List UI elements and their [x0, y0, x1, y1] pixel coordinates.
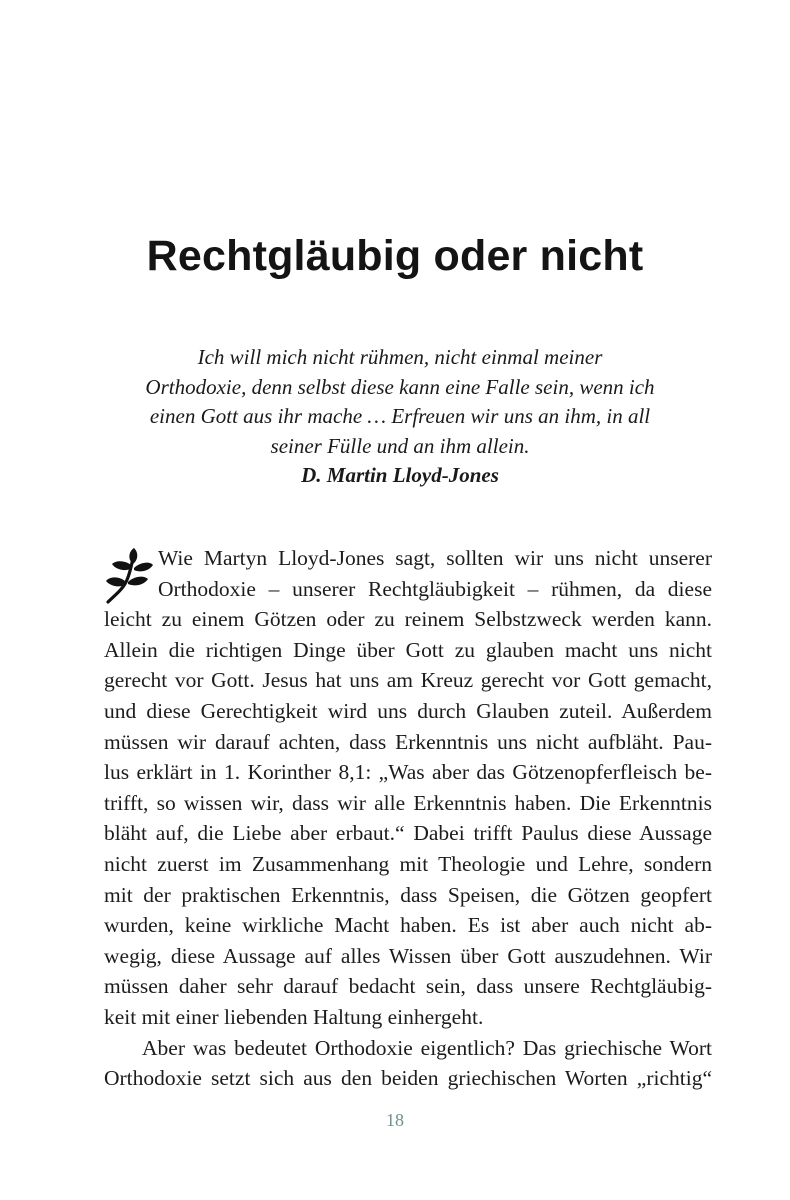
- text-line: lus erklärt in 1. Korinther 8,1: „Was aber das Götzenopferfleisch be-: [104, 760, 712, 785]
- paragraph-1: [104, 543, 712, 1033]
- text-line: gerecht vor Gott. Jesus hat uns am Kreuz gerecht vor Gott gemacht,: [104, 668, 712, 693]
- text-line: nicht zuerst im Zusammenhang mit Theologie und Lehre, sondern: [104, 851, 712, 876]
- text-line: Orthodoxie setzt sich aus den beiden griechischen Worten „richtig“: [104, 1066, 712, 1091]
- text-line: leicht zu einem Götzen oder zu reinem Selbstzweck werden kann.: [104, 607, 712, 632]
- text-line: mit der praktischen Erkenntnis, dass Speisen, die Götzen geopfert: [104, 882, 712, 907]
- epigraph-quote: [120, 343, 680, 491]
- chapter-title: Rechtgläubig oder nicht: [146, 232, 644, 280]
- text-line: trifft, so wissen wir, dass wir alle Erkenntnis haben. Die Erkenntnis: [104, 790, 712, 815]
- epigraph-line: seiner Fülle und an ihm allein.: [270, 433, 530, 458]
- text-line: wegig, diese Aussage auf alles Wissen über Gott auszudehnen. Wir: [104, 943, 712, 968]
- text-line: bläht auf, die Liebe aber erbaut.“ Dabei trifft Paulus diese Aussage: [104, 821, 712, 846]
- epigraph-line: einen Gott aus ihr mache … Erfreuen wir uns an ihm, in all: [149, 404, 651, 428]
- text-line: wurden, keine wirkliche Macht haben. Es ist aber auch nicht ab-: [104, 913, 712, 938]
- epigraph-author: D. Martin Lloyd-Jones: [301, 463, 499, 487]
- paragraph-2: [104, 1033, 712, 1094]
- text-line: Allein die richtigen Dinge über Gott zu glauben macht uns nicht: [104, 637, 712, 662]
- text-line: Wie Martyn Lloyd-Jones sagt, sollten wir uns nicht unserer: [158, 546, 712, 570]
- text-line: Orthodoxie – unserer Rechtgläubigkeit – rühmen, da diese: [158, 576, 712, 601]
- text-line: und diese Gerechtigkeit wird uns durch Glauben zuteil. Außerdem: [104, 698, 712, 723]
- text-line: müssen wir darauf achten, dass Erkenntnis uns nicht aufbläht. Pau-: [104, 729, 712, 754]
- text-line: müssen daher sehr darauf bedacht sein, dass unsere Rechtgläubig-: [104, 974, 712, 999]
- body-text: [104, 543, 712, 1094]
- page-number: 18: [386, 1110, 404, 1130]
- text-line: keit mit einer liebenden Haltung einhergeht.: [104, 1004, 484, 1029]
- text-line: Aber was bedeutet Orthodoxie eigentlich? Das griechische Wort: [142, 1035, 712, 1060]
- epigraph-line: Orthodoxie, denn selbst diese kann eine Falle sein, wenn ich: [145, 374, 655, 399]
- epigraph-line: Ich will mich nicht rühmen, nicht einmal meiner: [197, 345, 603, 369]
